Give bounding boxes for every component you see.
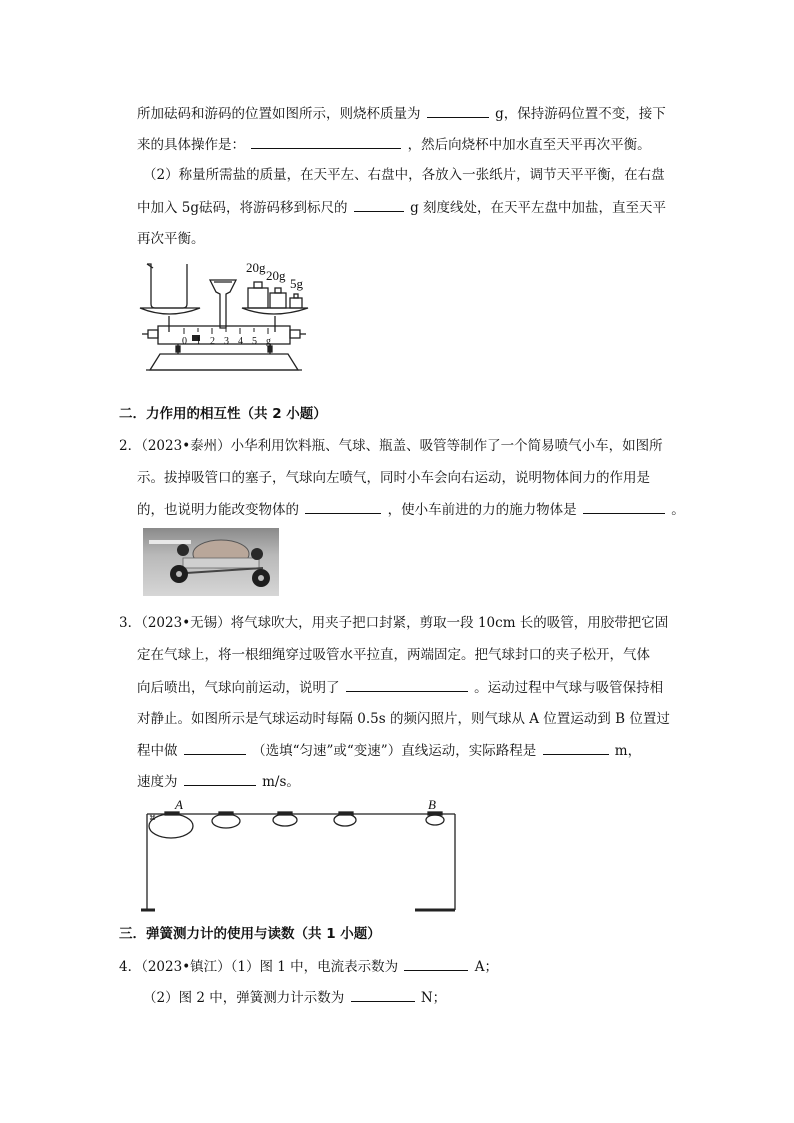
answer-blank[interactable] [427,103,489,118]
answer-blank[interactable] [305,499,381,514]
label-a: A [175,797,183,812]
weight-20g-a [248,288,268,308]
weight-label: 20g [266,268,286,283]
q2-line2: 示。拔掉吸管口的塞子，气球向左喷气，同时小车会向右运动，说明物体间力的作用是 [137,470,650,486]
weight-20g-b [270,293,286,308]
q2-line1: 2．（2023•泰州）小华利用饮料瓶、气球、瓶盖、吸管等制作了一个简易喷气小车，如图所 [119,438,663,454]
answer-blank[interactable] [583,499,665,514]
q3-line5: 程中做 （选填“匀速”或“变速”）直线运动，实际路程是 m， [137,740,641,761]
answer-blank[interactable] [184,740,246,755]
weight-label: 5g [290,276,303,291]
balance-base [150,354,298,370]
answer-blank[interactable] [346,677,468,692]
q4-line1: 4．（2023•镇江）（1）图 1 中，电流表示数为 A； [119,956,498,977]
balance-pointer [210,280,236,328]
q3-line1: 3．（2023•无锡）将气球吹大，用夹子把口封紧，剪取一段 10cm 长的吸管，用胶带把它固 [119,615,669,631]
q1-line5: 再次平衡。 [137,231,205,247]
scale-ticks [184,328,268,334]
tick-label: 5 [252,336,257,347]
balloon [212,814,240,828]
balloon [426,815,444,825]
weight-label: 20g [246,260,266,275]
q4-line2: （2）图 2 中，弹簧测力计示数为 N； [143,987,446,1008]
left-pan [140,308,200,314]
q1-line2: 来的具体操作是： ，然后向烧杯中加水直至天平再次平衡。 [137,134,651,155]
q1-line3: （2）称量所需盐的质量，在天平左、右盘中，各放入一张纸片，调节天平平衡，在右盘 [143,167,665,183]
q1-line4: 中加入 5g砝码，将游码移到标尺的 g 刻度线处，在天平左盘中加盐，直至天平 [137,197,666,218]
tick-label: 2 [210,336,215,347]
answer-blank[interactable] [543,740,609,755]
tick-label: 4 [238,336,243,347]
answer-blank[interactable] [184,771,256,786]
section-heading: 三．弹簧测力计的使用与读数（共 1 小题） [119,926,381,942]
balloon [273,814,297,826]
q3-line2: 定在气球上，将一根细绳穿过吸管水平拉直，两端固定。把气球封口的夹子松开，气体 [137,647,650,663]
answer-blank[interactable] [354,197,404,212]
balloon [334,814,356,826]
beaker [147,264,187,308]
q1-line1: 所加砝码和游码的位置如图所示，则烧杯质量为 g，保持游码位置不变，接下 [137,103,666,124]
weight-5g [290,298,302,308]
answer-blank[interactable] [251,134,401,149]
tick-label: 0 [182,336,187,347]
jet-car-photo [143,528,279,596]
q2-line3: 的，也说明力能改变物体的 ，使小车前进的力的施力物体是 。 [137,499,685,520]
svg-text:⌘: ⌘ [149,815,156,822]
q3-line3: 向后喷出，气球向前运动，说明了 。运动过程中气球与吸管保持相 [137,677,663,698]
q3-line6: 速度为 m/s。 [137,771,300,792]
q3-line4: 对静止。如图所示是气球运动时每隔 0.5s 的频闪照片，则气球从 A 位置运动到 B 位置过 [137,711,670,727]
label-b: B [428,797,436,812]
tick-label: 1 [196,336,201,347]
tick-label: g [266,336,271,347]
answer-blank[interactable] [404,956,468,971]
tick-label: 3 [224,336,229,347]
section-heading: 二．力作用的相互性（共 2 小题） [119,406,327,422]
balloon-strobe-figure [143,798,461,913]
right-pan [242,308,308,314]
answer-blank[interactable] [351,987,415,1002]
balance-figure [138,258,313,393]
